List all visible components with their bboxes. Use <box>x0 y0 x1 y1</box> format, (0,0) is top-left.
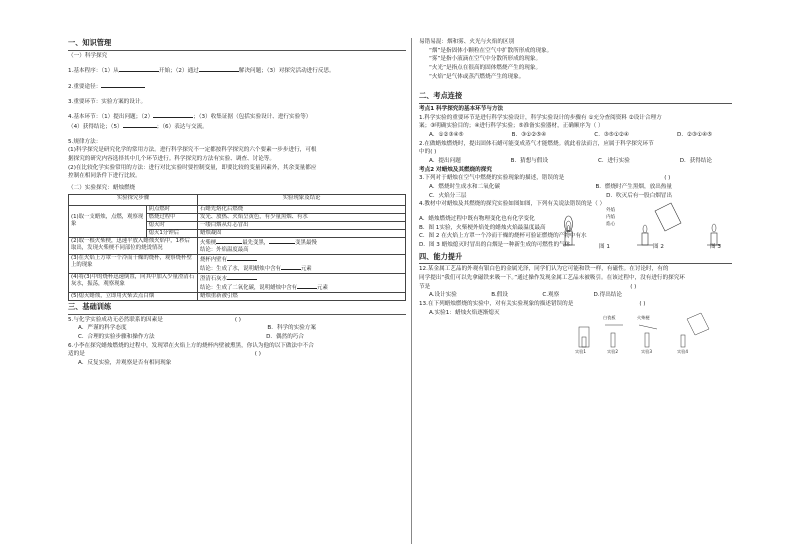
note-line-3: “火光”是指点在很高的固体燃烧产生的现象。 <box>429 64 542 71</box>
question-5: 5.与化学实验成功无必然联系的因素是 ( ) <box>68 316 241 323</box>
question-6-line-1: 6.小李在探究蜡烛燃烧的过程中，发现罩在火焰上方的烧杯内壁被熏黑，你认为他的以下做法中不合 <box>68 342 314 349</box>
blank <box>123 122 157 128</box>
important-approach-line: 2.重要途径： <box>68 82 406 92</box>
table-cell: 蜡烛凝固 <box>198 229 406 237</box>
question-3-options-cd <box>419 192 732 201</box>
table-cell: 熄灭时 <box>146 221 197 229</box>
left-column <box>68 38 406 368</box>
table-row-5-label: (5)熄灭蜡烛，立即用火柴去点白烟 <box>69 292 198 300</box>
question-13-option-a: A.实验1：蜡烛火焰逐渐熄灭 <box>429 309 500 316</box>
option-b: B．科学的实验方案 <box>267 325 316 332</box>
table-cell: 熄灭1分钟后 <box>146 229 197 237</box>
candle-experiment-table <box>68 194 406 301</box>
question-12-line-1: 12.某金属工艺品的外观有银白色的金属光泽，同学们认为它可能和铁一样，有磁性。在讨论时，有的 <box>419 266 669 273</box>
question-12-options <box>419 291 732 300</box>
question-4-option-b: B．图 1实验，火柴梗外焰处的蜡烛火焰最温度最高 <box>419 224 546 231</box>
table-cell: 火柴梗 最先变黑， 变黑最慢 结论：外焰温度最高 <box>198 237 406 254</box>
experiment-4-figure <box>681 313 709 347</box>
blank <box>281 264 301 270</box>
table-cell: 一缕白烟从灯芯冒出 <box>198 221 406 229</box>
law-line-2: 据探究的研究内容选择其中几个环节进行。科学探究的方法有实验、调查、讨论等。 <box>68 156 275 163</box>
experiment-caption-4: 实验4 <box>677 349 689 355</box>
option-d: D．获得结论 <box>679 158 712 165</box>
section-exam-points-title: 二、考点连接 <box>419 91 463 101</box>
figure-label-flame-core: 焰心 <box>606 221 616 227</box>
experiment-1-figure <box>579 327 589 347</box>
experiment-3-figure <box>639 325 657 347</box>
column-divider <box>411 38 412 544</box>
question-13-figures <box>569 317 729 357</box>
section-ability-title: 四、能力提升 <box>419 251 463 261</box>
table-header-steps: 实验探究步骤 <box>69 194 198 205</box>
question-5-options-cd <box>68 333 406 342</box>
question-6-option-a: A．反复实验，并观察是否有相同现象 <box>78 359 172 366</box>
table-cell: 澄清石灰水 结论：生成了二氧化碳，说明蜡烛中含有 元素 <box>198 273 406 292</box>
basic-steps-line-1: 4.基本环节：（1）提出问题；（2） ；（3）收集证据（包括实验设计、进行实验等） <box>68 114 312 121</box>
question-12-line-3: 节是 ( ) <box>419 283 637 290</box>
figure-2-candle-beaker <box>637 203 681 245</box>
note-line-2: “雾”是指小液滴在空气中分散所形成的现象。 <box>429 56 542 63</box>
option-b: B．猜想与假设 <box>510 158 549 165</box>
option-c: C．③⑤①②④ <box>594 132 629 139</box>
blank <box>199 66 239 72</box>
divider <box>419 103 732 104</box>
table-row-2-label: (2)取一根火柴梗，迅速平放入蜡烛火焰中，1秒后取出，发现火柴梗不同部位的烧烫情况 <box>69 237 198 254</box>
option-d: D．偶然的巧合 <box>266 333 304 340</box>
figure-3-candle <box>707 224 721 245</box>
option-a: A.设计实验 <box>429 292 457 299</box>
question-6-line-2: 适的是 ( ) <box>68 351 261 358</box>
question-1-line-1: 1.科学实验的重要环节是进行科学实验设计，科学实验设计的步骤有 ①充分查阅资料 ②设计合理方 <box>419 114 662 121</box>
question-5-options-ab <box>68 324 406 333</box>
figure-caption-3: 图 3 <box>710 243 721 250</box>
question-12-line-2: 同学提出“我们可以先拿磁铁来吸一下。”通过操作发现金属工艺品未被吸引。在该过程中，没有进行的探究环 <box>419 275 685 282</box>
question-3-options-ab <box>419 183 732 192</box>
experiment-label-plate: 白瓷板 <box>603 315 616 321</box>
section-basic-training-title: 三、基础训练 <box>68 301 112 311</box>
option-b: B．③①②⑤④ <box>511 132 547 139</box>
option-c: C．合理的实验步骤和操作方法 <box>78 333 155 340</box>
blank <box>101 82 145 88</box>
table-row-1-label: (1)取一支蜡烛，点燃，观察现象 <box>69 205 147 237</box>
option-a: A．严谨的科学态度 <box>78 325 127 332</box>
blank <box>227 255 257 261</box>
blank <box>153 112 193 118</box>
experiment-caption-2: 实验2 <box>607 349 619 355</box>
option-d: D.得出结论 <box>593 292 622 299</box>
blank <box>216 238 242 244</box>
table-cell: 阴点燃时 <box>146 205 197 213</box>
option-a: A．提出问题 <box>429 158 461 165</box>
table-cell: 燃烧过程中 <box>146 213 197 221</box>
option-b: B．燃烧时产生黑烟，放出热量 <box>595 183 672 190</box>
table-header-results: 实验现象及结论 <box>198 194 406 205</box>
question-4-option-c: C．图 2 在火焰上方罩一个冷而干燥的烧杯可验证燃烧的产物中有水 <box>419 233 587 240</box>
blank <box>269 238 295 244</box>
right-column <box>419 38 732 357</box>
divider <box>419 263 732 264</box>
law-line-3: (2)在比较化学实验常用的方法：进行对比实验时要控制变量，即要比较的变量因素外，其余变量都应 <box>68 164 317 171</box>
experiment-label-match: 火柴梗 <box>637 315 650 321</box>
question-4-option-a: A．蜡烛燃烧过程中既有物理变化也有化学变化 <box>419 215 535 222</box>
subsection-candle-experiment: （二）实验探究：蜡烛燃烧 <box>68 185 136 192</box>
question-1-line-2: 案；③明确实验目的；④进行科学实验；⑤准备实验器材，正确顺序为（ ） <box>419 123 604 130</box>
option-d: D．②③①④⑤ <box>677 132 712 139</box>
note-line-4: “火焰”是气体或蒸汽燃烧产生的现象。 <box>429 73 525 80</box>
question-4-figure <box>419 209 732 255</box>
option-a: A．燃烧时生成水和二氧化碳 <box>429 183 500 190</box>
table-cell: 发光、放热、火焰呈黄色，有少量黑烟、有水 <box>198 213 406 221</box>
option-c: C.观察 <box>542 292 560 299</box>
law-line-4: 控制在相同条件下进行比较。 <box>68 173 141 180</box>
blank <box>119 66 159 72</box>
question-4: 4.教材中对蜡烛及其燃烧的探究实验如图如图，下列有关说法错误的是（ ） <box>419 201 606 208</box>
question-3: 3.下列对于蜡烛在空气中燃烧的实验现象的描述，错误的是 ( ) <box>419 175 671 182</box>
divider <box>68 314 406 315</box>
figure-caption-1: 图 1 <box>599 243 610 250</box>
table-cell: 蜡烛重新被引燃 <box>198 292 406 300</box>
question-1-options <box>419 131 732 140</box>
option-a: A．①②③④⑤ <box>429 132 464 139</box>
option-d: D．吹灭后有一股白烟冒出 <box>606 192 672 199</box>
figure-1-candle <box>563 216 575 245</box>
figure-label-inner-flame: 内焰 <box>606 214 616 220</box>
option-c: C．进行实验 <box>597 158 630 165</box>
table-cell: 烧杯内壁有 结论：生成了水，说明蜡烛中含有 元素 <box>198 254 406 273</box>
basic-steps-line-2: （4）获得结论；（5） ；（6）表达与交流。 <box>68 124 208 131</box>
worksheet-page <box>68 38 732 544</box>
table-row-4-label: (4)将(3)中的烧杯迅速倒置，向其中加入少量澄清石灰水，振荡，观察现象 <box>69 273 198 292</box>
blank <box>227 274 257 280</box>
figure-caption-2: 图 2 <box>653 243 664 250</box>
question-13: 13.在下列蜡烛燃烧的实验中，对有关实验现象的描述错误的是 ( ) <box>419 301 646 307</box>
figure-label-outer-flame: 外焰 <box>606 207 616 213</box>
law-method-title: 5.规律方法： <box>68 138 102 145</box>
experiment-caption-1: 实验1 <box>575 349 587 355</box>
exam-point-1-title: 考点1 科学探究的基本环节与方法 <box>419 106 504 113</box>
note-line-1: “烟”是指固体小颗粒在空气中扩散所形成的现象。 <box>429 47 553 54</box>
note-title: 易错易混：烟和雾、火光与火焰的区别 <box>419 39 515 45</box>
table-cell: 石蜡先熔化后燃烧 <box>198 205 406 213</box>
subsection-science-inquiry: （一）科学探究 <box>68 52 108 59</box>
law-line-1: (1)科学探究是研究化学的常用方法。进行科学探究不一定都按科学探究的六个要素一步步进行，可根 <box>68 147 317 154</box>
question-2-line-2: 中的( ) <box>419 149 437 156</box>
question-4-option-d: D．图 3 蜡烛熄灭时冒出的白烟是一种新生成的可燃性的气体 <box>419 241 571 248</box>
important-link-line: 3.重要环节：实验方案的设计。 <box>68 98 147 105</box>
exam-point-2-title: 考点2 对蜡烛及其燃烧的探究 <box>419 166 492 173</box>
divider <box>68 50 406 51</box>
experiment-caption-3: 实验3 <box>641 349 653 355</box>
question-2-line-1: 2.在做蜡烛燃烧时，提出固体石蜡可能变成蒸气才能燃烧。就此看法而言，应属于科学探究环节 <box>419 140 654 147</box>
blank <box>297 283 317 289</box>
option-c: C．火焰分三层 <box>429 192 467 199</box>
option-b: B.假设 <box>491 292 509 299</box>
experiment-2-figure <box>605 325 623 347</box>
section-knowledge-title: 一、知识管理 <box>68 38 112 47</box>
basic-procedure-line: 1.基本程序：（1）从 开始；（2）通过 解决问题；（3）对探究活动进行反思。 <box>68 68 335 75</box>
question-2-options <box>419 157 732 166</box>
table-row-3-label: (3)在火焰上方罩一个冷而干燥的烧杯，观察烧杯壁上的现象 <box>69 254 198 273</box>
candle-figures <box>419 209 732 255</box>
